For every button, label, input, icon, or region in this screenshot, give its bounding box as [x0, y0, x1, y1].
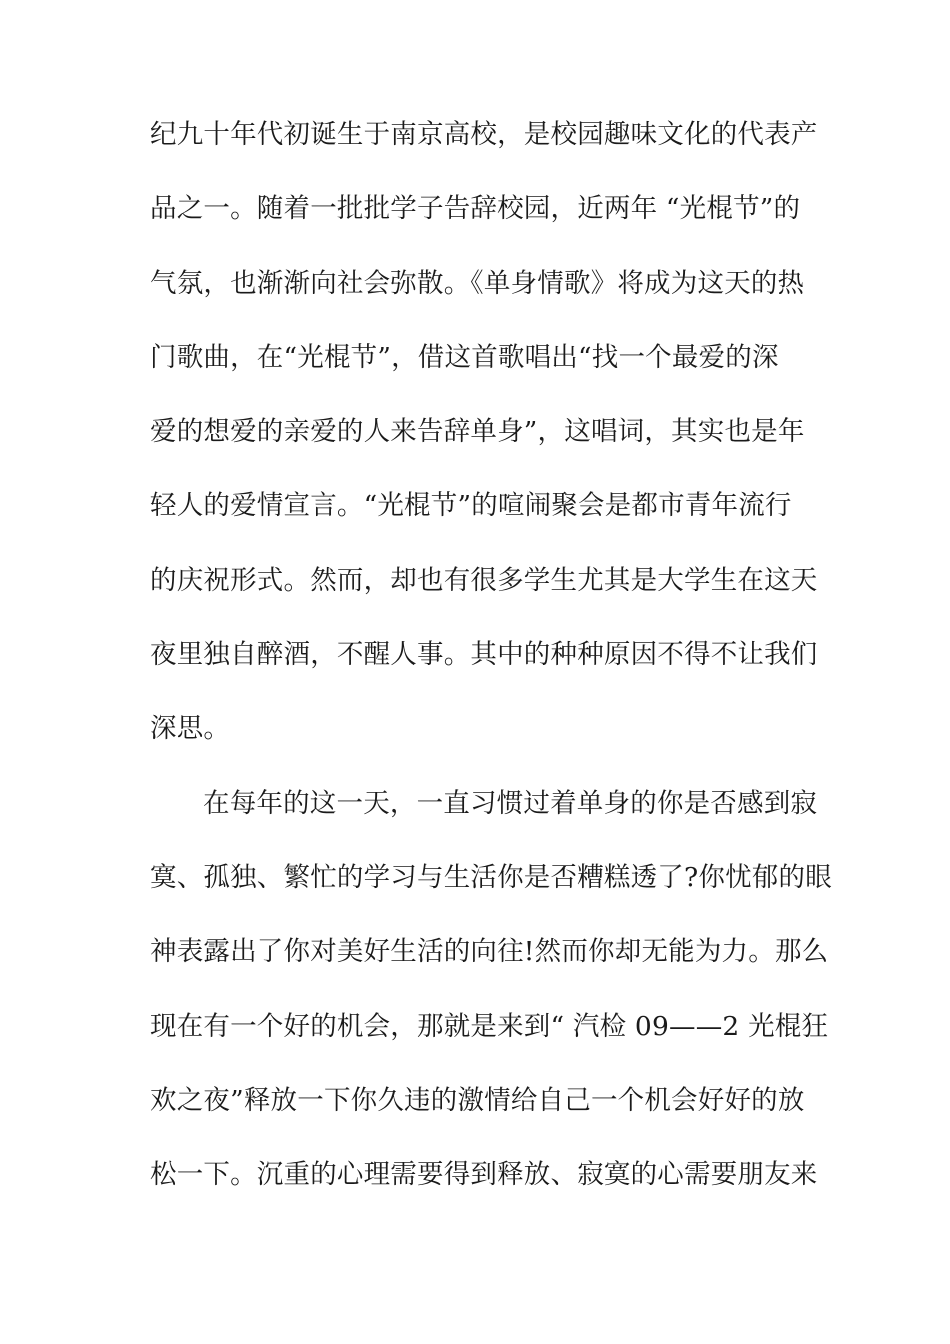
- text-line: 爱的想爱的亲爱的人来告辞单身”，这唱词，其实也是年: [150, 416, 805, 448]
- text-line: 寞、孤独、繁忙的学习与生活你是否糟糕透了?你忧郁的眼: [150, 861, 832, 893]
- text-line: 气氛，也渐渐向社会弥散。《单身情歌》将成为这天的热: [150, 267, 805, 299]
- text-line: 门歌曲，在“光棍节”，借这首歌唱出“找一个最爱的深: [150, 341, 779, 373]
- text-line: 欢之夜”释放一下你久违的激情给自己一个机会好好的放: [150, 1084, 805, 1116]
- text-line: 品之一。随着一批批学子告辞校园，近两年 “光棍节”的: [150, 193, 801, 225]
- text-line: 的庆祝形式。然而，却也有很多学生尤其是大学生在这天: [150, 564, 818, 596]
- body-text: [150, 110, 832, 1224]
- text-line: 松一下。沉重的心理需要得到释放、寂寞的心需要朋友来: [150, 1159, 818, 1191]
- text-line: 现在有一个好的机会，那就是来到“ 汽检 09——2 光棍狂: [150, 1010, 829, 1042]
- text-line: 夜里独自醉酒，不醒人事。其中的种种原因不得不让我们: [150, 639, 818, 671]
- text-line: 深思。: [150, 713, 231, 745]
- text-line: 纪九十年代初诞生于南京高校，是校园趣味文化的代表产: [150, 119, 818, 150]
- text-line: 轻人的爱情宣言。“光棍节”的喧闹聚会是都市青年流行: [150, 490, 792, 522]
- text-line: 神表露出了你对美好生活的向往!然而你却无能为力。那么: [150, 936, 829, 968]
- paragraph-first-line: 在每年的这一天，一直习惯过着单身的你是否感到寂: [203, 787, 818, 819]
